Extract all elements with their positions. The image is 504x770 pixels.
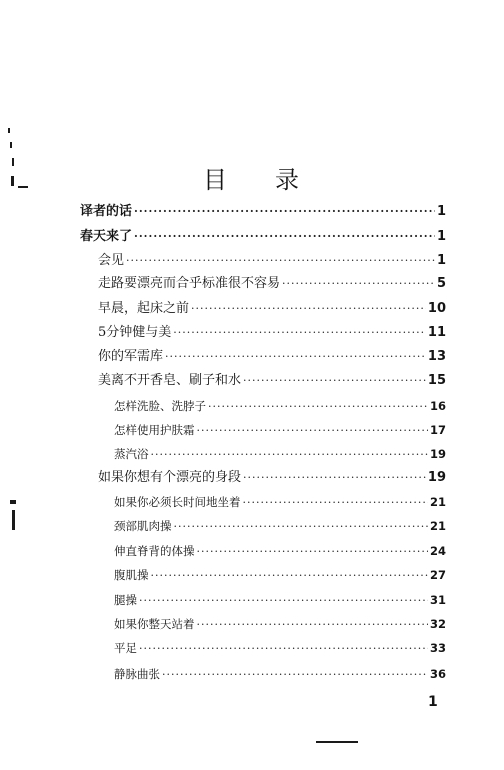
title-char-1: 目 [203,166,229,194]
dot-leader [139,593,428,609]
toc-entry-page: 16 [429,399,446,413]
toc-entry [114,446,446,463]
toc-entry-title: 你的军需库 [98,349,164,364]
toc-entry [98,276,446,292]
dot-leader [282,276,435,292]
toc-entry [114,422,446,439]
dot-leader [197,423,428,439]
dot-leader [243,470,426,486]
toc-entry [98,301,446,317]
toc-entry [98,349,446,365]
toc-entry [114,592,446,609]
dot-leader [197,617,428,633]
toc-entry-page: 36 [429,667,446,681]
toc-entry [114,666,446,683]
toc-entry [114,567,446,584]
toc-entry-title: 译者的话 [80,204,133,219]
toc-entry-page: 5 [436,276,446,291]
toc-entry-title: 腹肌操 [114,568,149,582]
toc-entry-title: 蒸汽浴 [114,447,149,461]
toc-entry [98,325,446,341]
toc-entry [98,373,446,389]
toc-entry-title: 5分钟健与美 [98,325,172,340]
scan-mark [11,176,14,186]
toc-entry-page: 19 [427,470,446,485]
dot-leader [165,349,426,365]
toc-entry-page: 15 [427,373,446,388]
toc-entry [114,640,446,657]
dot-leader [151,568,428,584]
toc-entry-title: 早晨，起床之前 [98,301,190,316]
toc-entry [114,398,446,415]
toc-entry [80,204,446,220]
toc-entry-title: 如果你整天站着 [114,617,195,631]
toc-entry-page: 1 [436,204,446,219]
toc-entry-title: 伸直脊背的体操 [114,544,195,558]
dot-leader [197,544,428,560]
toc-entry-title: 怎样使用护肤霜 [114,423,195,437]
toc-entry-page: 21 [429,519,446,533]
title-char-2: 录 [275,166,301,194]
toc-entry [114,616,446,633]
dot-leader [139,641,428,657]
dot-leader [208,399,428,415]
toc-entry-title: 美离不开香皂、刷子和水 [98,373,242,388]
toc-entry [98,253,446,269]
toc-entry-page: 31 [429,593,446,607]
toc-entry-page: 1 [436,253,446,268]
dot-leader [243,373,426,389]
toc-entry-title: 平足 [114,641,137,655]
toc-entry-title: 如果你必须长时间地坐着 [114,495,241,509]
toc-entry-title: 静脉曲张 [114,667,160,681]
scan-mark [316,741,358,743]
toc-entry-page: 10 [427,301,446,316]
toc-entry-title: 走路要漂亮而合乎标准很不容易 [98,276,281,291]
toc-entry-page: 19 [429,447,446,461]
toc-entry-title: 会见 [98,253,125,268]
dot-leader [173,325,426,341]
toc-entry-page: 32 [429,617,446,631]
page-title [0,160,504,195]
toc-entry [114,494,446,511]
scan-mark [12,510,15,530]
toc-entry-page: 1 [436,229,446,244]
toc-entry-page: 13 [427,349,446,364]
toc-entry-title: 如果你想有个漂亮的身段 [98,470,242,485]
dot-leader [243,495,428,511]
page-number: 1 [428,694,438,710]
toc-entry [114,543,446,560]
scan-mark [10,142,12,148]
toc-entry-title: 腿操 [114,593,137,607]
toc-entry [98,470,446,486]
scan-mark [8,128,10,133]
toc-entry-page: 33 [429,641,446,655]
scan-mark [18,186,28,188]
toc-entry-page: 11 [427,325,446,340]
dot-leader [134,229,435,245]
toc-entry [114,518,446,535]
scan-mark [12,158,14,166]
toc-entry-page: 24 [429,544,446,558]
toc-entry-page: 27 [429,568,446,582]
dot-leader [174,519,428,535]
dot-leader [162,667,428,683]
toc-entry-title: 颈部肌肉操 [114,519,172,533]
toc-entry [80,229,446,245]
dot-leader [191,301,426,317]
toc-entry-title: 怎样洗脸、洗脖子 [114,399,206,413]
toc-entry-title: 春天来了 [80,229,133,244]
dot-leader [151,447,428,463]
dot-leader [134,204,435,220]
toc-entry-page: 21 [429,495,446,509]
scan-mark [10,500,16,504]
dot-leader [126,253,435,269]
toc-entry-page: 17 [429,423,446,437]
